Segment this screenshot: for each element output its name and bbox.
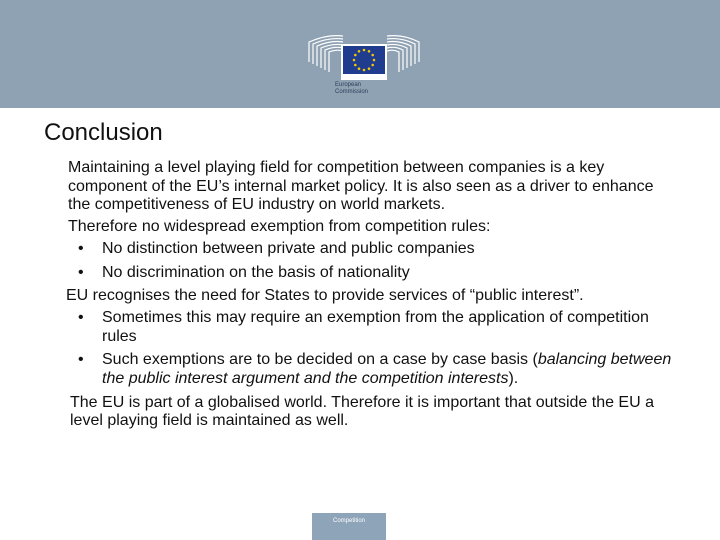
bullet-text-prefix: Such exemptions are to be decided on a case by case basis (: [102, 351, 538, 369]
bullet-text: Sometimes this may require an exemption from the application of competition rules: [102, 308, 649, 345]
bullet-item: [68, 240, 678, 259]
slide-title: Conclusion: [44, 119, 163, 146]
logo-text: [335, 82, 368, 96]
paragraph-level-playing-field: Maintaining a level playing field for competition between companies is a key component of the EU’s internal market policy. It is also seen as a driver to enhance the competitiveness of EU industry on world markets.: [68, 159, 654, 214]
logo-line-european: European: [335, 82, 362, 88]
bullet-text: No discrimination on the basis of nationality: [102, 263, 410, 281]
bullet-dot: •: [78, 263, 84, 281]
paragraph-no-exemption: Therefore no widespread exemption from competition rules:: [68, 218, 491, 236]
paragraph-globalised-world: The EU is part of a globalised world. Therefore it is important that outside the EU a level playing field is maintained as well.: [70, 393, 654, 430]
bullet-text-case-by-case: [102, 351, 678, 388]
slide-body: [68, 159, 678, 434]
bullet-item: [68, 309, 678, 346]
bullet-dot: •: [78, 239, 84, 257]
paragraph-public-interest: EU recognises the need for States to provide services of “public interest”.: [66, 287, 584, 305]
bullet-text-suffix: ).: [508, 370, 519, 388]
bullet-text: No distinction between private and public companies: [102, 239, 475, 257]
bullet-dot: •: [78, 351, 84, 369]
competition-badge: Competition: [312, 513, 386, 540]
bullet-text-italic: balancing between the public interest argument and the competition interests: [102, 351, 672, 388]
bullet-dot: •: [78, 308, 84, 326]
logo-line-commission: Commission: [335, 89, 369, 95]
bullet-item: [68, 264, 678, 283]
bullet-item: [68, 351, 678, 388]
